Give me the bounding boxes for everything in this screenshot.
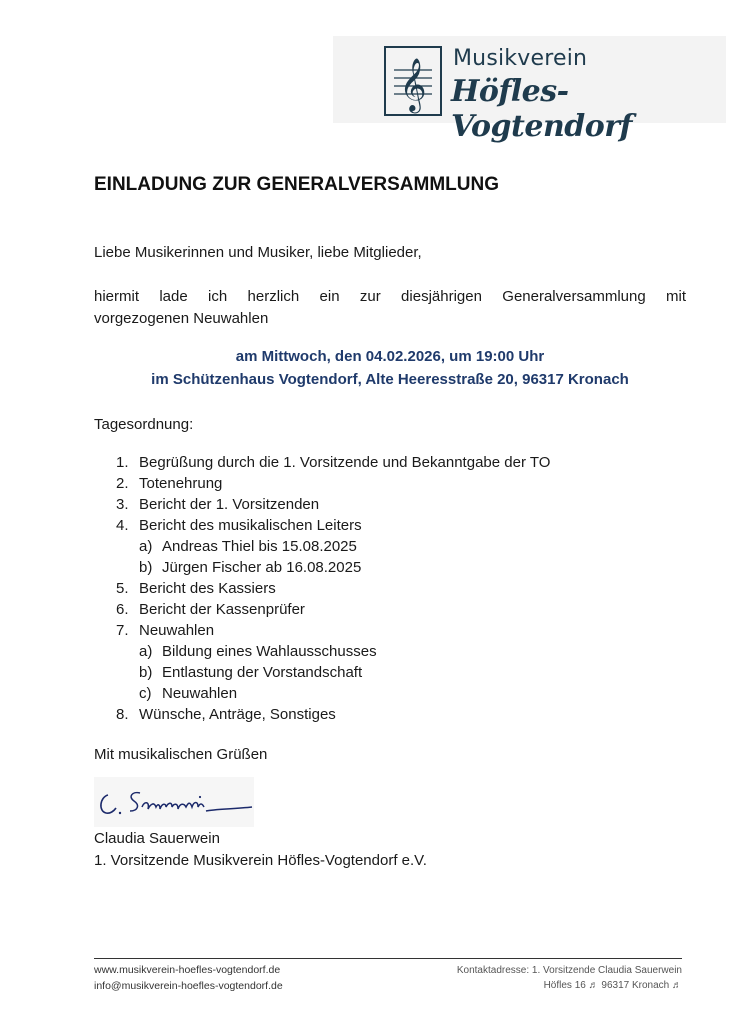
footer-email[interactable]: info@musikverein-hoefles-vogtendorf.de bbox=[94, 980, 283, 992]
agenda-item-number: a) bbox=[139, 643, 153, 660]
intro-paragraph bbox=[94, 286, 686, 330]
event-date: am Mittwoch, den 04.02.2026, um 19:00 Uhr bbox=[235, 348, 545, 365]
agenda-item-text: Bericht des musikalischen Leiters bbox=[139, 517, 362, 534]
agenda-item-text: Totenehrung bbox=[139, 475, 223, 492]
footer-address: Höfles 16 ♬ 96317 Kronach ♬ bbox=[543, 980, 682, 991]
event-location: im Schützenhaus Vogtendorf, Alte Heeresstraße 20, 96317 Kronach bbox=[151, 371, 629, 388]
agenda-heading: Tagesordnung: bbox=[94, 416, 194, 433]
agenda-item-text: Neuwahlen bbox=[162, 685, 238, 702]
agenda-item-number: a) bbox=[139, 538, 153, 555]
footer-divider bbox=[94, 958, 682, 959]
footer-website[interactable]: www.musikverein-hoefles-vogtendorf.de bbox=[94, 964, 281, 976]
signature bbox=[94, 777, 254, 827]
logo-text-line2: Höfles-Vogtendorf bbox=[451, 74, 632, 144]
agenda-item-text: Bericht des Kassiers bbox=[139, 580, 276, 597]
logo bbox=[333, 36, 726, 144]
agenda-item-text: Begrüßung durch die 1. Vorsitzende und Bekanntgabe der TO bbox=[139, 454, 551, 471]
agenda-item-text: Entlastung der Vorstandschaft bbox=[162, 664, 363, 681]
sender-role: 1. Vorsitzende Musikverein Höfles-Vogtendorf e.V. bbox=[94, 852, 427, 869]
logo-text-line1: Musikverein bbox=[453, 46, 588, 71]
treble-clef-icon bbox=[384, 46, 442, 116]
agenda-item-text: Bildung eines Wahlausschusses bbox=[162, 643, 377, 660]
agenda-item-text: Wünsche, Anträge, Sonstiges bbox=[139, 706, 336, 723]
agenda-item-number: 4. bbox=[116, 517, 129, 534]
agenda-item-number: 3. bbox=[116, 496, 129, 513]
agenda-item-text: Bericht der Kassenprüfer bbox=[139, 601, 305, 618]
agenda-item-number: 5. bbox=[116, 580, 129, 597]
closing: Mit musikalischen Grüßen bbox=[94, 746, 268, 763]
agenda-item-number: 8. bbox=[116, 706, 129, 723]
agenda-item-text: Andreas Thiel bis 15.08.2025 bbox=[162, 538, 357, 555]
agenda-item-number: b) bbox=[139, 559, 153, 576]
agenda-item-text: Neuwahlen bbox=[139, 622, 215, 639]
agenda-item-number: 2. bbox=[116, 475, 129, 492]
agenda-item-text: Jürgen Fischer ab 16.08.2025 bbox=[162, 559, 362, 576]
agenda-item-number: b) bbox=[139, 664, 153, 681]
agenda-item-number: 1. bbox=[116, 454, 129, 471]
svg-text:𝄞: 𝄞 bbox=[399, 57, 427, 111]
agenda-item-text: Bericht der 1. Vorsitzenden bbox=[139, 496, 320, 513]
greeting: Liebe Musikerinnen und Musiker, liebe Mitglieder, bbox=[94, 244, 422, 261]
agenda-item-number: c) bbox=[139, 685, 152, 702]
document-title: EINLADUNG ZUR GENERALVERSAMMLUNG bbox=[94, 174, 499, 195]
sender-name: Claudia Sauerwein bbox=[94, 830, 220, 847]
intro-line2: vorgezogenen Neuwahlen bbox=[94, 310, 269, 327]
agenda-item-number: 7. bbox=[116, 622, 129, 639]
intro-line1: hiermit lade ich herzlich ein zur diesjährigen Generalversammlung mit bbox=[94, 288, 686, 305]
agenda-item-number: 6. bbox=[116, 601, 129, 618]
footer-contact: Kontaktadresse: 1. Vorsitzende Claudia Sauerwein bbox=[456, 965, 682, 976]
